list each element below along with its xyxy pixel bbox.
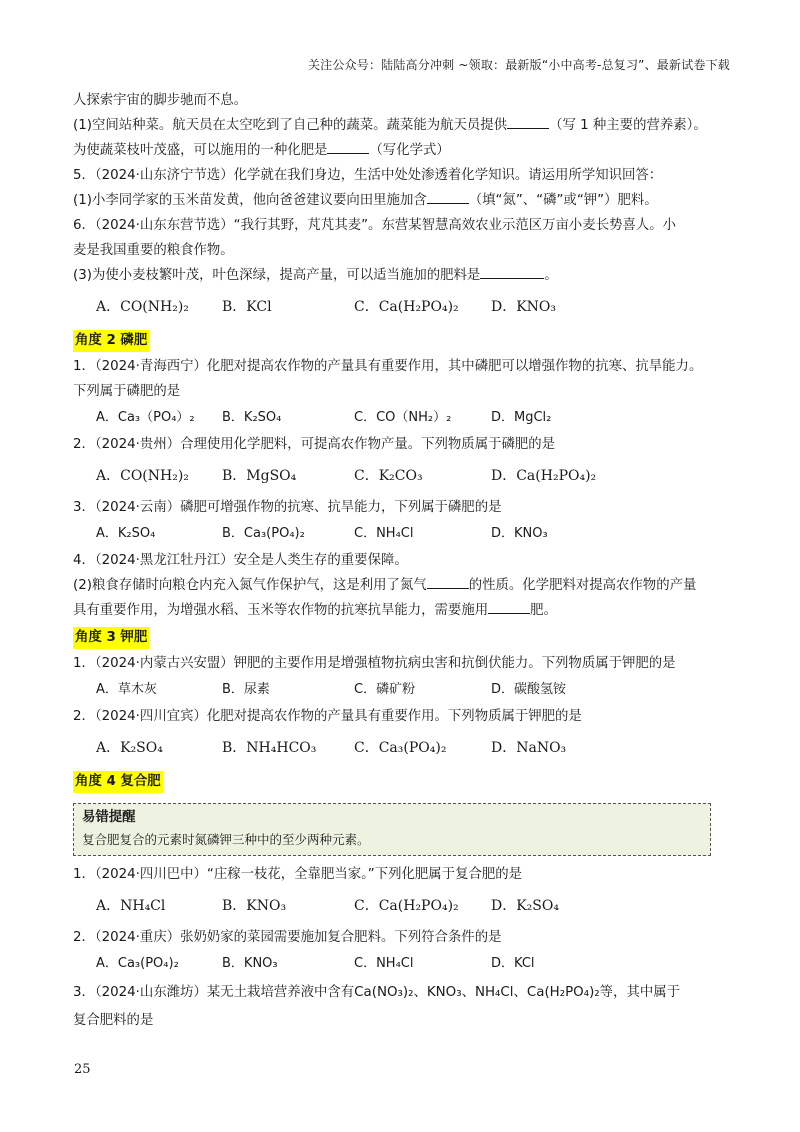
option-b[interactable]: B．NH₄HCO₃ bbox=[222, 740, 317, 756]
option-b[interactable]: B．KNO₃ bbox=[222, 898, 287, 914]
option-c[interactable]: C．磷矿粉 bbox=[354, 682, 416, 697]
option-a[interactable]: A．NH₄Cl bbox=[96, 898, 166, 914]
q6-sub3: (3)为使小麦枝繁叶茂，叶色深绿，提高产量，可以适当施加的肥料是 。 bbox=[73, 263, 733, 288]
sec4-q1-options bbox=[73, 891, 733, 921]
sec4-q3-stem-2: 复合肥料的是 bbox=[73, 1013, 154, 1028]
option-a[interactable]: A．CO(NH₂)₂ bbox=[96, 468, 189, 484]
tip-text: 复合肥复合的元素时氮磷钾三种中的至少两种元素。 bbox=[82, 832, 370, 847]
section-title-phosphate: 角度 2 磷肥 bbox=[73, 330, 149, 352]
sec2-q2-options bbox=[73, 461, 733, 491]
sec2-q1-options bbox=[73, 405, 733, 430]
option-c[interactable]: C．Ca(H₂PO₄)₂ bbox=[354, 898, 459, 914]
option-b[interactable]: B．MgSO₄ bbox=[222, 468, 297, 484]
sec3-q2-stem: 2．（2024·四川宜宾）化肥对提高农作物的产量具有重要作用。下列物质属于钾肥的是 bbox=[73, 709, 582, 724]
option-c[interactable]: C．K₂CO₃ bbox=[354, 468, 423, 484]
option-a[interactable]: A．K₂SO₄ bbox=[96, 740, 163, 756]
sec2-q2-stem: 2．（2024·贵州）合理使用化学肥料，可提高农作物产量。下列物质属于磷肥的是 bbox=[73, 437, 556, 452]
tip-title: 易错提醒 bbox=[82, 810, 136, 825]
sec3-q1-options bbox=[73, 677, 733, 702]
q6-stem-1: 6．（2024·山东东营节选）“我行其野，芃芃其麦”。东营某智慧高效农业示范区万亩小麦长势喜人。小 bbox=[73, 218, 677, 233]
option-c[interactable]: C．NH₄Cl bbox=[354, 526, 414, 541]
sec4-q2-options bbox=[73, 951, 733, 976]
sec3-q1-stem: 1．（2024·内蒙古兴安盟）钾肥的主要作用是增强植物抗病虫害和抗倒伏能力。下列物质属于钾肥的是 bbox=[73, 656, 676, 671]
q5-stem: 5．（2024·山东济宁节选）化学就在我们身边，生活中处处渗透着化学知识。请运用所学知识回答： bbox=[73, 168, 663, 183]
page-header: 关注公众号：陆陆高分冲刺 ~领取：最新版“小中高考-总复习”、最新试卷下载 bbox=[307, 58, 730, 72]
option-d[interactable]: D．NaNO₃ bbox=[491, 740, 567, 756]
q6-stem-2: 麦是我国重要的粮食作物。 bbox=[73, 243, 234, 258]
document-body bbox=[73, 88, 733, 1033]
sec2-q1-stem-1: 1．（2024·青海西宁）化肥对提高农作物的产量具有重要作用，其中磷肥可以增强作物的抗寒、抗旱能力。 bbox=[73, 359, 703, 374]
sec2-q3-stem: 3．（2024·云南）磷肥可增强作物的抗寒、抗旱能力，下列属于磷肥的是 bbox=[73, 500, 502, 515]
section-title-potash: 角度 3 钾肥 bbox=[73, 627, 149, 649]
answer-blank[interactable] bbox=[327, 139, 369, 154]
sec2-q4-sub2-2: 具有重要作用，为增强水稻、玉米等农作物的抗寒抗旱能力，需要施用 肥。 bbox=[73, 598, 733, 623]
option-b[interactable]: B．K₂SO₄ bbox=[222, 410, 282, 425]
q5-sub1: (1)小李同学家的玉米苗发黄，他向爸爸建议要向田里施加含 （填“氮”、“磷”或“钾”）肥料。 bbox=[73, 188, 733, 213]
option-d[interactable]: D．KNO₃ bbox=[491, 526, 548, 541]
option-a[interactable]: A．Ca₃(PO₄)₂ bbox=[96, 956, 179, 971]
option-b[interactable]: B．KCl bbox=[222, 299, 272, 315]
section-title-compound: 角度 4 复合肥 bbox=[73, 771, 163, 793]
sec4-q2-stem: 2．（2024·重庆）张奶奶家的菜园需要施加复合肥料。下列符合条件的是 bbox=[73, 930, 502, 945]
sec2-q4-sub2-1: (2)粮食存储时向粮仓内充入氮气作保护气，这是利用了氮气 的性质。化学肥料对提高农作物的产量 bbox=[73, 573, 733, 598]
q6-options bbox=[73, 292, 733, 322]
option-b[interactable]: B．Ca₃(PO₄)₂ bbox=[222, 526, 305, 541]
sec2-q3-options bbox=[73, 521, 733, 546]
intro-line: 人探索宇宙的脚步驰而不息。 bbox=[73, 93, 248, 108]
sec4-q1-stem: 1．（2024·四川巴中）“庄稼一枝花，全靠肥当家。”下列化肥属于复合肥的是 bbox=[73, 867, 523, 882]
intro-q1-line2: 为使蔬菜枝叶茂盛，可以施用的一种化肥是 （写化学式） bbox=[73, 138, 733, 163]
sec4-q3-stem-1: 3．（2024·山东潍坊）某无土栽培营养液中含有Ca(NO₃)₂、KNO₃、NH₄Cl、Ca(H₂PO₄)₂等，其中属于 bbox=[73, 985, 681, 1000]
option-a[interactable]: A．Ca₃（PO₄）₂ bbox=[96, 410, 195, 425]
option-a[interactable]: A．草木灰 bbox=[96, 682, 157, 697]
sec2-q1-stem-2: 下列属于磷肥的是 bbox=[73, 384, 181, 399]
option-d[interactable]: D．KNO₃ bbox=[491, 299, 557, 315]
intro-q1-line1: (1)空间站种菜。航天员在太空吃到了自己种的蔬菜。蔬菜能为航天员提供 （写 1 种主要的营养素）。 bbox=[73, 113, 733, 138]
option-d[interactable]: D．MgCl₂ bbox=[491, 410, 552, 425]
page-number: 25 bbox=[74, 1062, 91, 1077]
answer-blank[interactable] bbox=[427, 574, 469, 589]
option-a[interactable]: A．CO(NH₂)₂ bbox=[96, 299, 189, 315]
option-d[interactable]: D．K₂SO₄ bbox=[491, 898, 559, 914]
answer-blank[interactable] bbox=[480, 264, 544, 279]
error-tip-box bbox=[73, 803, 711, 856]
option-a[interactable]: A．K₂SO₄ bbox=[96, 526, 156, 541]
option-c[interactable]: C．Ca₃(PO₄)₂ bbox=[354, 740, 447, 756]
answer-blank[interactable] bbox=[488, 599, 530, 614]
option-c[interactable]: C．Ca(H₂PO₄)₂ bbox=[354, 299, 459, 315]
option-b[interactable]: B．尿素 bbox=[222, 682, 270, 697]
option-d[interactable]: D．碳酸氢铵 bbox=[491, 682, 567, 697]
answer-blank[interactable] bbox=[507, 114, 549, 129]
sec3-q2-options bbox=[73, 733, 733, 763]
option-b[interactable]: B．KNO₃ bbox=[222, 956, 278, 971]
option-d[interactable]: D．Ca(H₂PO₄)₂ bbox=[491, 468, 597, 484]
answer-blank[interactable] bbox=[427, 189, 469, 204]
option-c[interactable]: C．CO（NH₂）₂ bbox=[354, 410, 452, 425]
option-c[interactable]: C．NH₄Cl bbox=[354, 956, 414, 971]
sec2-q4-stem: 4．（2024·黑龙江牡丹江）安全是人类生存的重要保障。 bbox=[73, 553, 408, 568]
option-d[interactable]: D．KCl bbox=[491, 956, 535, 971]
